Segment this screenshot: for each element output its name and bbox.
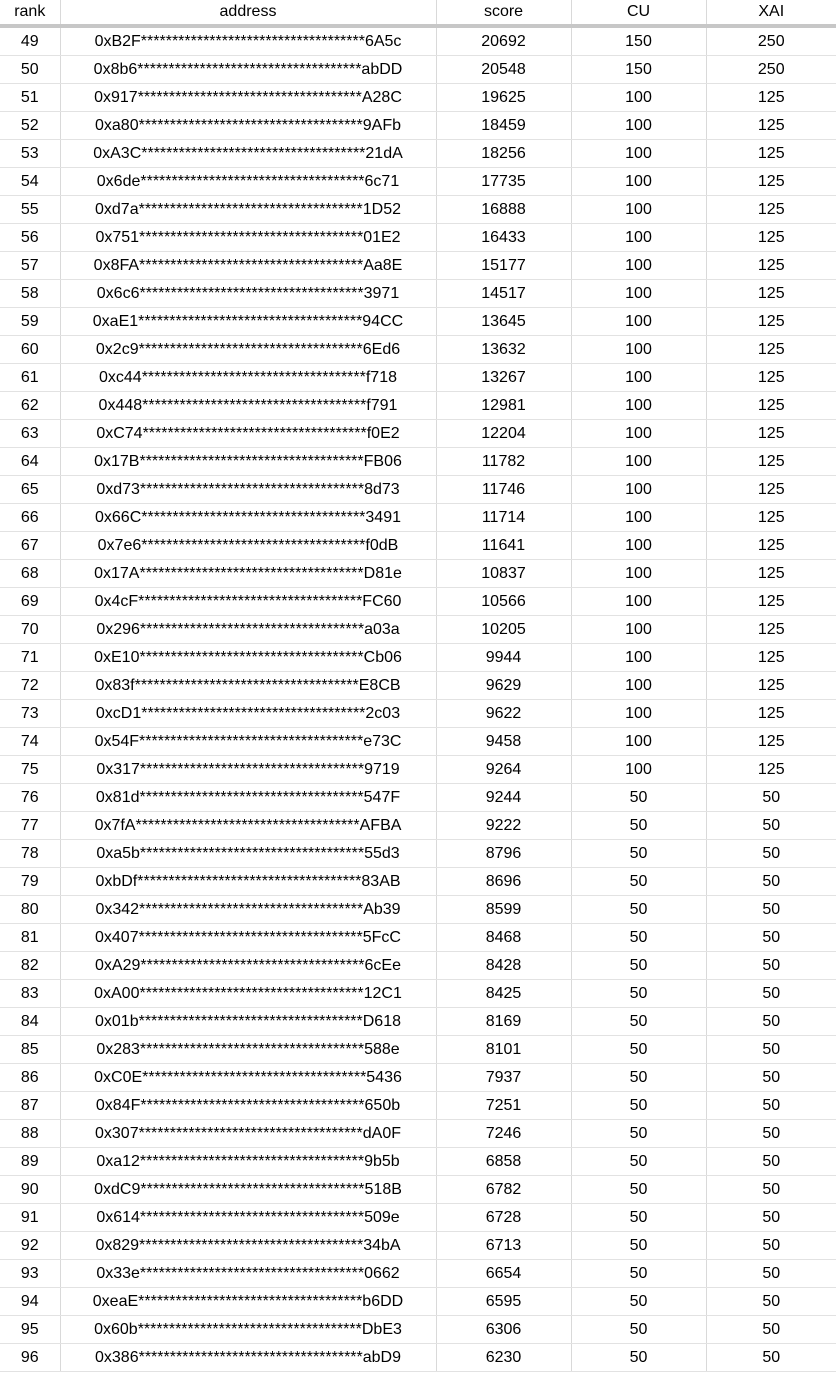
- address-cell: 0x614************************************509e: [60, 1204, 436, 1232]
- cu-cell: 50: [571, 896, 706, 924]
- score-cell: 20692: [436, 26, 571, 56]
- cu-cell: 50: [571, 1232, 706, 1260]
- score-cell: 6595: [436, 1288, 571, 1316]
- rank-cell: 64: [0, 448, 60, 476]
- cu-cell: 100: [571, 224, 706, 252]
- cu-cell: 50: [571, 1036, 706, 1064]
- score-cell: 11714: [436, 504, 571, 532]
- address-cell: 0x751************************************01E2: [60, 224, 436, 252]
- rank-cell: 67: [0, 532, 60, 560]
- xai-cell: 50: [706, 1316, 836, 1344]
- cu-cell: 150: [571, 26, 706, 56]
- score-cell: 9222: [436, 812, 571, 840]
- address-cell: 0xc44************************************f718: [60, 364, 436, 392]
- rank-cell: 54: [0, 168, 60, 196]
- header-row: [0, 0, 836, 26]
- cu-cell: 50: [571, 1176, 706, 1204]
- xai-cell: 50: [706, 1092, 836, 1120]
- score-cell: 7251: [436, 1092, 571, 1120]
- table-row: [0, 1344, 836, 1372]
- rank-cell: 84: [0, 1008, 60, 1036]
- address-cell: 0x54F************************************e73C: [60, 728, 436, 756]
- table-row: [0, 896, 836, 924]
- cu-cell: 100: [571, 168, 706, 196]
- score-cell: 8101: [436, 1036, 571, 1064]
- address-cell: 0x296************************************a03a: [60, 616, 436, 644]
- cu-cell: 100: [571, 532, 706, 560]
- cu-cell: 50: [571, 1260, 706, 1288]
- score-cell: 14517: [436, 280, 571, 308]
- score-cell: 8425: [436, 980, 571, 1008]
- score-cell: 6713: [436, 1232, 571, 1260]
- table-row: [0, 26, 836, 56]
- rank-cell: 89: [0, 1148, 60, 1176]
- rank-cell: 49: [0, 26, 60, 56]
- score-cell: 9629: [436, 672, 571, 700]
- rank-cell: 85: [0, 1036, 60, 1064]
- address-cell: 0x8FA************************************Aa8E: [60, 252, 436, 280]
- cu-cell: 100: [571, 504, 706, 532]
- xai-cell: 50: [706, 1288, 836, 1316]
- xai-cell: 125: [706, 504, 836, 532]
- address-cell: 0x917************************************A28C: [60, 84, 436, 112]
- xai-cell: 50: [706, 1064, 836, 1092]
- table-row: [0, 140, 836, 168]
- cu-cell: 50: [571, 1008, 706, 1036]
- table-row: [0, 1092, 836, 1120]
- xai-cell: 50: [706, 1036, 836, 1064]
- xai-cell: 50: [706, 896, 836, 924]
- table-row: [0, 616, 836, 644]
- rank-cell: 71: [0, 644, 60, 672]
- xai-cell: 50: [706, 924, 836, 952]
- xai-cell: 125: [706, 140, 836, 168]
- xai-cell: 250: [706, 56, 836, 84]
- rank-cell: 50: [0, 56, 60, 84]
- table-row: [0, 420, 836, 448]
- score-cell: 12204: [436, 420, 571, 448]
- rank-cell: 78: [0, 840, 60, 868]
- table-row: [0, 868, 836, 896]
- xai-cell: 50: [706, 784, 836, 812]
- address-cell: 0xa5b************************************55d3: [60, 840, 436, 868]
- score-cell: 10837: [436, 560, 571, 588]
- header-xai: XAI: [706, 0, 836, 26]
- address-cell: 0x17A************************************D81e: [60, 560, 436, 588]
- address-cell: 0x83f************************************E8CB: [60, 672, 436, 700]
- xai-cell: 50: [706, 840, 836, 868]
- cu-cell: 50: [571, 784, 706, 812]
- score-cell: 9944: [436, 644, 571, 672]
- xai-cell: 125: [706, 252, 836, 280]
- address-cell: 0x6c6************************************3971: [60, 280, 436, 308]
- cu-cell: 100: [571, 196, 706, 224]
- score-cell: 12981: [436, 392, 571, 420]
- rank-cell: 94: [0, 1288, 60, 1316]
- table-row: [0, 84, 836, 112]
- xai-cell: 250: [706, 26, 836, 56]
- table-row: [0, 1288, 836, 1316]
- rank-cell: 90: [0, 1176, 60, 1204]
- cu-cell: 100: [571, 700, 706, 728]
- xai-cell: 50: [706, 1008, 836, 1036]
- score-cell: 18459: [436, 112, 571, 140]
- xai-cell: 125: [706, 392, 836, 420]
- score-cell: 10205: [436, 616, 571, 644]
- cu-cell: 50: [571, 1316, 706, 1344]
- table-row: [0, 1008, 836, 1036]
- score-cell: 16433: [436, 224, 571, 252]
- address-cell: 0x84F************************************650b: [60, 1092, 436, 1120]
- score-cell: 11746: [436, 476, 571, 504]
- xai-cell: 50: [706, 952, 836, 980]
- rank-cell: 95: [0, 1316, 60, 1344]
- rank-cell: 91: [0, 1204, 60, 1232]
- xai-cell: 125: [706, 84, 836, 112]
- rank-cell: 88: [0, 1120, 60, 1148]
- rank-cell: 51: [0, 84, 60, 112]
- address-cell: 0x448************************************f791: [60, 392, 436, 420]
- score-cell: 8696: [436, 868, 571, 896]
- score-cell: 8428: [436, 952, 571, 980]
- xai-cell: 50: [706, 812, 836, 840]
- table-body: [0, 26, 836, 1372]
- table-row: [0, 1120, 836, 1148]
- score-cell: 6782: [436, 1176, 571, 1204]
- score-cell: 11782: [436, 448, 571, 476]
- table-row: [0, 1316, 836, 1344]
- xai-cell: 50: [706, 1148, 836, 1176]
- table-row: [0, 168, 836, 196]
- table-row: [0, 1204, 836, 1232]
- cu-cell: 50: [571, 840, 706, 868]
- score-cell: 16888: [436, 196, 571, 224]
- rank-cell: 53: [0, 140, 60, 168]
- address-cell: 0x66C************************************3491: [60, 504, 436, 532]
- table-row: [0, 980, 836, 1008]
- table-row: [0, 336, 836, 364]
- rank-cell: 58: [0, 280, 60, 308]
- cu-cell: 50: [571, 980, 706, 1008]
- xai-cell: 125: [706, 308, 836, 336]
- rank-cell: 80: [0, 896, 60, 924]
- score-cell: 9622: [436, 700, 571, 728]
- xai-cell: 125: [706, 420, 836, 448]
- table-row: [0, 196, 836, 224]
- rank-cell: 93: [0, 1260, 60, 1288]
- address-cell: 0x407************************************5FcC: [60, 924, 436, 952]
- rank-cell: 62: [0, 392, 60, 420]
- address-cell: 0x829************************************34bA: [60, 1232, 436, 1260]
- table-row: [0, 560, 836, 588]
- rank-cell: 52: [0, 112, 60, 140]
- score-cell: 19625: [436, 84, 571, 112]
- cu-cell: 50: [571, 1344, 706, 1372]
- address-cell: 0xA3C************************************21dA: [60, 140, 436, 168]
- xai-cell: 125: [706, 364, 836, 392]
- table-header: [0, 0, 836, 26]
- table-row: [0, 392, 836, 420]
- cu-cell: 100: [571, 392, 706, 420]
- table-row: [0, 56, 836, 84]
- rank-cell: 79: [0, 868, 60, 896]
- rank-cell: 86: [0, 1064, 60, 1092]
- xai-cell: 50: [706, 1232, 836, 1260]
- cu-cell: 50: [571, 952, 706, 980]
- xai-cell: 125: [706, 616, 836, 644]
- table-row: [0, 504, 836, 532]
- rank-cell: 70: [0, 616, 60, 644]
- score-cell: 13645: [436, 308, 571, 336]
- xai-cell: 50: [706, 1344, 836, 1372]
- table-row: [0, 1176, 836, 1204]
- rank-cell: 75: [0, 756, 60, 784]
- cu-cell: 100: [571, 728, 706, 756]
- table-row: [0, 252, 836, 280]
- xai-cell: 50: [706, 1204, 836, 1232]
- score-cell: 9244: [436, 784, 571, 812]
- cu-cell: 100: [571, 476, 706, 504]
- address-cell: 0x8b6************************************abDD: [60, 56, 436, 84]
- table-row: [0, 700, 836, 728]
- xai-cell: 125: [706, 224, 836, 252]
- cu-cell: 100: [571, 140, 706, 168]
- table-row: [0, 532, 836, 560]
- table-row: [0, 812, 836, 840]
- score-cell: 20548: [436, 56, 571, 84]
- rank-cell: 82: [0, 952, 60, 980]
- table-row: [0, 644, 836, 672]
- address-cell: 0x317************************************9719: [60, 756, 436, 784]
- table-row: [0, 756, 836, 784]
- cu-cell: 100: [571, 756, 706, 784]
- cu-cell: 100: [571, 644, 706, 672]
- cu-cell: 100: [571, 280, 706, 308]
- address-cell: 0x4cF************************************FC60: [60, 588, 436, 616]
- address-cell: 0x7e6************************************f0dB: [60, 532, 436, 560]
- cu-cell: 50: [571, 812, 706, 840]
- address-cell: 0xC0E************************************5436: [60, 1064, 436, 1092]
- xai-cell: 125: [706, 644, 836, 672]
- address-cell: 0xC74************************************f0E2: [60, 420, 436, 448]
- table-row: [0, 840, 836, 868]
- cu-cell: 100: [571, 336, 706, 364]
- cu-cell: 50: [571, 1092, 706, 1120]
- address-cell: 0xa80************************************9AFb: [60, 112, 436, 140]
- address-cell: 0x17B************************************FB06: [60, 448, 436, 476]
- rank-cell: 81: [0, 924, 60, 952]
- score-cell: 13267: [436, 364, 571, 392]
- score-cell: 6728: [436, 1204, 571, 1232]
- score-cell: 9458: [436, 728, 571, 756]
- address-cell: 0xA29************************************6cEe: [60, 952, 436, 980]
- table-row: [0, 1260, 836, 1288]
- xai-cell: 125: [706, 532, 836, 560]
- score-cell: 6858: [436, 1148, 571, 1176]
- address-cell: 0x342************************************Ab39: [60, 896, 436, 924]
- address-cell: 0x283************************************588e: [60, 1036, 436, 1064]
- address-cell: 0xd7a************************************1D52: [60, 196, 436, 224]
- rank-cell: 76: [0, 784, 60, 812]
- rank-cell: 55: [0, 196, 60, 224]
- score-cell: 13632: [436, 336, 571, 364]
- xai-cell: 125: [706, 756, 836, 784]
- header-score: score: [436, 0, 571, 26]
- cu-cell: 50: [571, 1120, 706, 1148]
- rank-cell: 65: [0, 476, 60, 504]
- table-row: [0, 1148, 836, 1176]
- table-row: [0, 308, 836, 336]
- rank-cell: 77: [0, 812, 60, 840]
- address-cell: 0xA00************************************12C1: [60, 980, 436, 1008]
- cu-cell: 100: [571, 364, 706, 392]
- address-cell: 0x6de************************************6c71: [60, 168, 436, 196]
- table-row: [0, 1036, 836, 1064]
- cu-cell: 100: [571, 84, 706, 112]
- rank-cell: 83: [0, 980, 60, 1008]
- cu-cell: 50: [571, 1064, 706, 1092]
- cu-cell: 100: [571, 616, 706, 644]
- cu-cell: 100: [571, 588, 706, 616]
- xai-cell: 125: [706, 112, 836, 140]
- score-cell: 6306: [436, 1316, 571, 1344]
- address-cell: 0xaE1************************************94CC: [60, 308, 436, 336]
- header-cu: CU: [571, 0, 706, 26]
- cu-cell: 150: [571, 56, 706, 84]
- xai-cell: 125: [706, 588, 836, 616]
- score-cell: 15177: [436, 252, 571, 280]
- xai-cell: 50: [706, 1260, 836, 1288]
- address-cell: 0x81d************************************547F: [60, 784, 436, 812]
- table-row: [0, 364, 836, 392]
- table-row: [0, 728, 836, 756]
- cu-cell: 100: [571, 420, 706, 448]
- xai-cell: 125: [706, 196, 836, 224]
- score-cell: 8169: [436, 1008, 571, 1036]
- table-row: [0, 588, 836, 616]
- score-cell: 7937: [436, 1064, 571, 1092]
- xai-cell: 125: [706, 672, 836, 700]
- cu-cell: 100: [571, 560, 706, 588]
- rank-cell: 60: [0, 336, 60, 364]
- cu-cell: 50: [571, 924, 706, 952]
- cu-cell: 100: [571, 308, 706, 336]
- address-cell: 0x7fA************************************AFBA: [60, 812, 436, 840]
- score-cell: 6230: [436, 1344, 571, 1372]
- rank-cell: 68: [0, 560, 60, 588]
- score-cell: 17735: [436, 168, 571, 196]
- xai-cell: 50: [706, 1176, 836, 1204]
- xai-cell: 125: [706, 560, 836, 588]
- header-address: address: [60, 0, 436, 26]
- xai-cell: 125: [706, 336, 836, 364]
- address-cell: 0xd73************************************8d73: [60, 476, 436, 504]
- score-cell: 9264: [436, 756, 571, 784]
- table-row: [0, 952, 836, 980]
- table-row: [0, 224, 836, 252]
- rank-cell: 66: [0, 504, 60, 532]
- xai-cell: 50: [706, 980, 836, 1008]
- xai-cell: 50: [706, 1120, 836, 1148]
- cu-cell: 50: [571, 1204, 706, 1232]
- address-cell: 0x33e************************************0662: [60, 1260, 436, 1288]
- cu-cell: 100: [571, 252, 706, 280]
- table-row: [0, 1064, 836, 1092]
- xai-cell: 125: [706, 168, 836, 196]
- table-row: [0, 112, 836, 140]
- score-cell: 7246: [436, 1120, 571, 1148]
- score-cell: 8796: [436, 840, 571, 868]
- address-cell: 0x386************************************abD9: [60, 1344, 436, 1372]
- rank-cell: 59: [0, 308, 60, 336]
- xai-cell: 125: [706, 476, 836, 504]
- table-row: [0, 784, 836, 812]
- xai-cell: 125: [706, 280, 836, 308]
- rank-cell: 56: [0, 224, 60, 252]
- cu-cell: 100: [571, 448, 706, 476]
- address-cell: 0xB2F************************************6A5c: [60, 26, 436, 56]
- rank-cell: 57: [0, 252, 60, 280]
- score-cell: 6654: [436, 1260, 571, 1288]
- address-cell: 0xeaE************************************b6DD: [60, 1288, 436, 1316]
- score-cell: 8468: [436, 924, 571, 952]
- address-cell: 0xdC9************************************518B: [60, 1176, 436, 1204]
- address-cell: 0x01b************************************D618: [60, 1008, 436, 1036]
- table-row: [0, 448, 836, 476]
- table-row: [0, 280, 836, 308]
- address-cell: 0xa12************************************9b5b: [60, 1148, 436, 1176]
- rank-cell: 61: [0, 364, 60, 392]
- score-cell: 10566: [436, 588, 571, 616]
- score-cell: 11641: [436, 532, 571, 560]
- xai-cell: 50: [706, 868, 836, 896]
- xai-cell: 125: [706, 700, 836, 728]
- rank-cell: 73: [0, 700, 60, 728]
- address-cell: 0xE10************************************Cb06: [60, 644, 436, 672]
- address-cell: 0xcD1************************************2c03: [60, 700, 436, 728]
- rank-cell: 87: [0, 1092, 60, 1120]
- cu-cell: 50: [571, 1288, 706, 1316]
- header-rank: rank: [0, 0, 60, 26]
- rank-cell: 69: [0, 588, 60, 616]
- table-row: [0, 924, 836, 952]
- table-row: [0, 672, 836, 700]
- xai-cell: 125: [706, 728, 836, 756]
- rank-cell: 96: [0, 1344, 60, 1372]
- cu-cell: 50: [571, 1148, 706, 1176]
- cu-cell: 100: [571, 672, 706, 700]
- address-cell: 0x60b************************************DbE3: [60, 1316, 436, 1344]
- address-cell: 0xbDf************************************83AB: [60, 868, 436, 896]
- address-cell: 0x307************************************dA0F: [60, 1120, 436, 1148]
- rank-cell: 72: [0, 672, 60, 700]
- score-cell: 8599: [436, 896, 571, 924]
- score-cell: 18256: [436, 140, 571, 168]
- rank-cell: 92: [0, 1232, 60, 1260]
- table-row: [0, 476, 836, 504]
- rank-cell: 63: [0, 420, 60, 448]
- rank-cell: 74: [0, 728, 60, 756]
- cu-cell: 50: [571, 868, 706, 896]
- table-row: [0, 1232, 836, 1260]
- cu-cell: 100: [571, 112, 706, 140]
- address-cell: 0x2c9************************************6Ed6: [60, 336, 436, 364]
- xai-cell: 125: [706, 448, 836, 476]
